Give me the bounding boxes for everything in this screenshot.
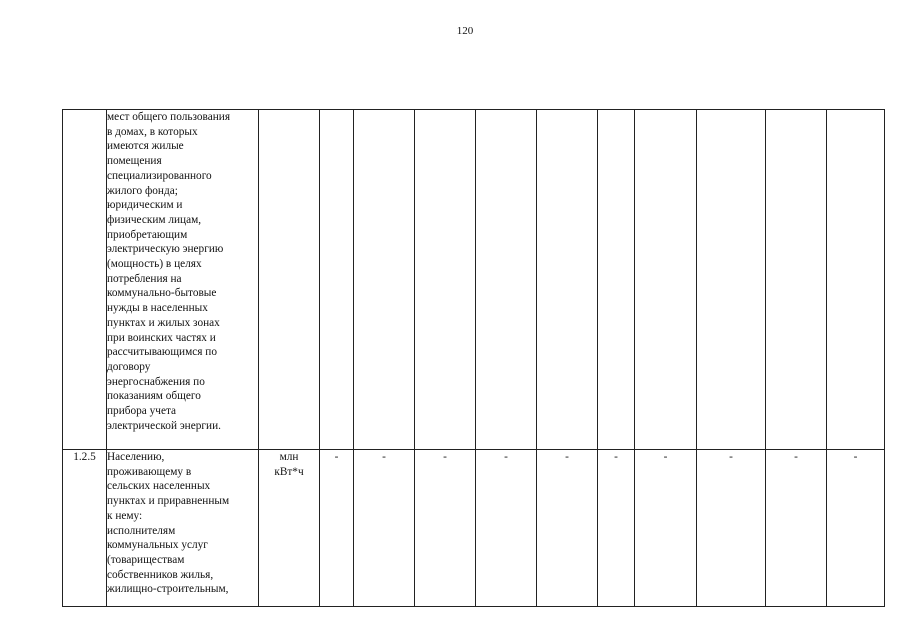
value-cell: - — [320, 450, 354, 607]
value-cell: - — [635, 450, 697, 607]
value-cell: - — [415, 450, 476, 607]
value-cell — [766, 110, 827, 450]
row-name-cell: Населению, проживающему в сельских населенных пунктах и приравненным к нему: исполнителям коммунальных услуг (товариществам собственников жилья, жилищно-строительным, — [107, 450, 259, 607]
value-cell — [354, 110, 415, 450]
value-cell — [827, 110, 885, 450]
data-table — [62, 109, 885, 607]
value-cell: - — [354, 450, 415, 607]
table-row — [63, 110, 885, 450]
value-cell: - — [697, 450, 766, 607]
value-cell — [476, 110, 537, 450]
value-cell — [537, 110, 598, 450]
unit-cell — [259, 110, 320, 450]
value-cell: - — [598, 450, 635, 607]
value-cell — [598, 110, 635, 450]
row-name-cell: мест общего пользования в домах, в которых имеются жилые помещения специализированного жилого фонда; юридическим и физическим лицам, приобретающим электрическую энергию (мощность) в целях потребления на коммунально-бытовые нужды в населенных пунктах и жилых зонах при воинских частях и рассчитывающимся по договору энергоснабжения по показаниям общего прибора учета электрической энергии. — [107, 110, 259, 450]
table-row — [63, 450, 885, 607]
page-number: 120 — [456, 25, 474, 37]
row-number-cell: 1.2.5 — [63, 450, 107, 607]
value-cell — [635, 110, 697, 450]
value-cell — [697, 110, 766, 450]
value-cell — [415, 110, 476, 450]
unit-cell: млн кВт*ч — [259, 450, 320, 607]
value-cell: - — [476, 450, 537, 607]
row-number-cell — [63, 110, 107, 450]
value-cell: - — [766, 450, 827, 607]
value-cell: - — [537, 450, 598, 607]
value-cell: - — [827, 450, 885, 607]
value-cell — [320, 110, 354, 450]
